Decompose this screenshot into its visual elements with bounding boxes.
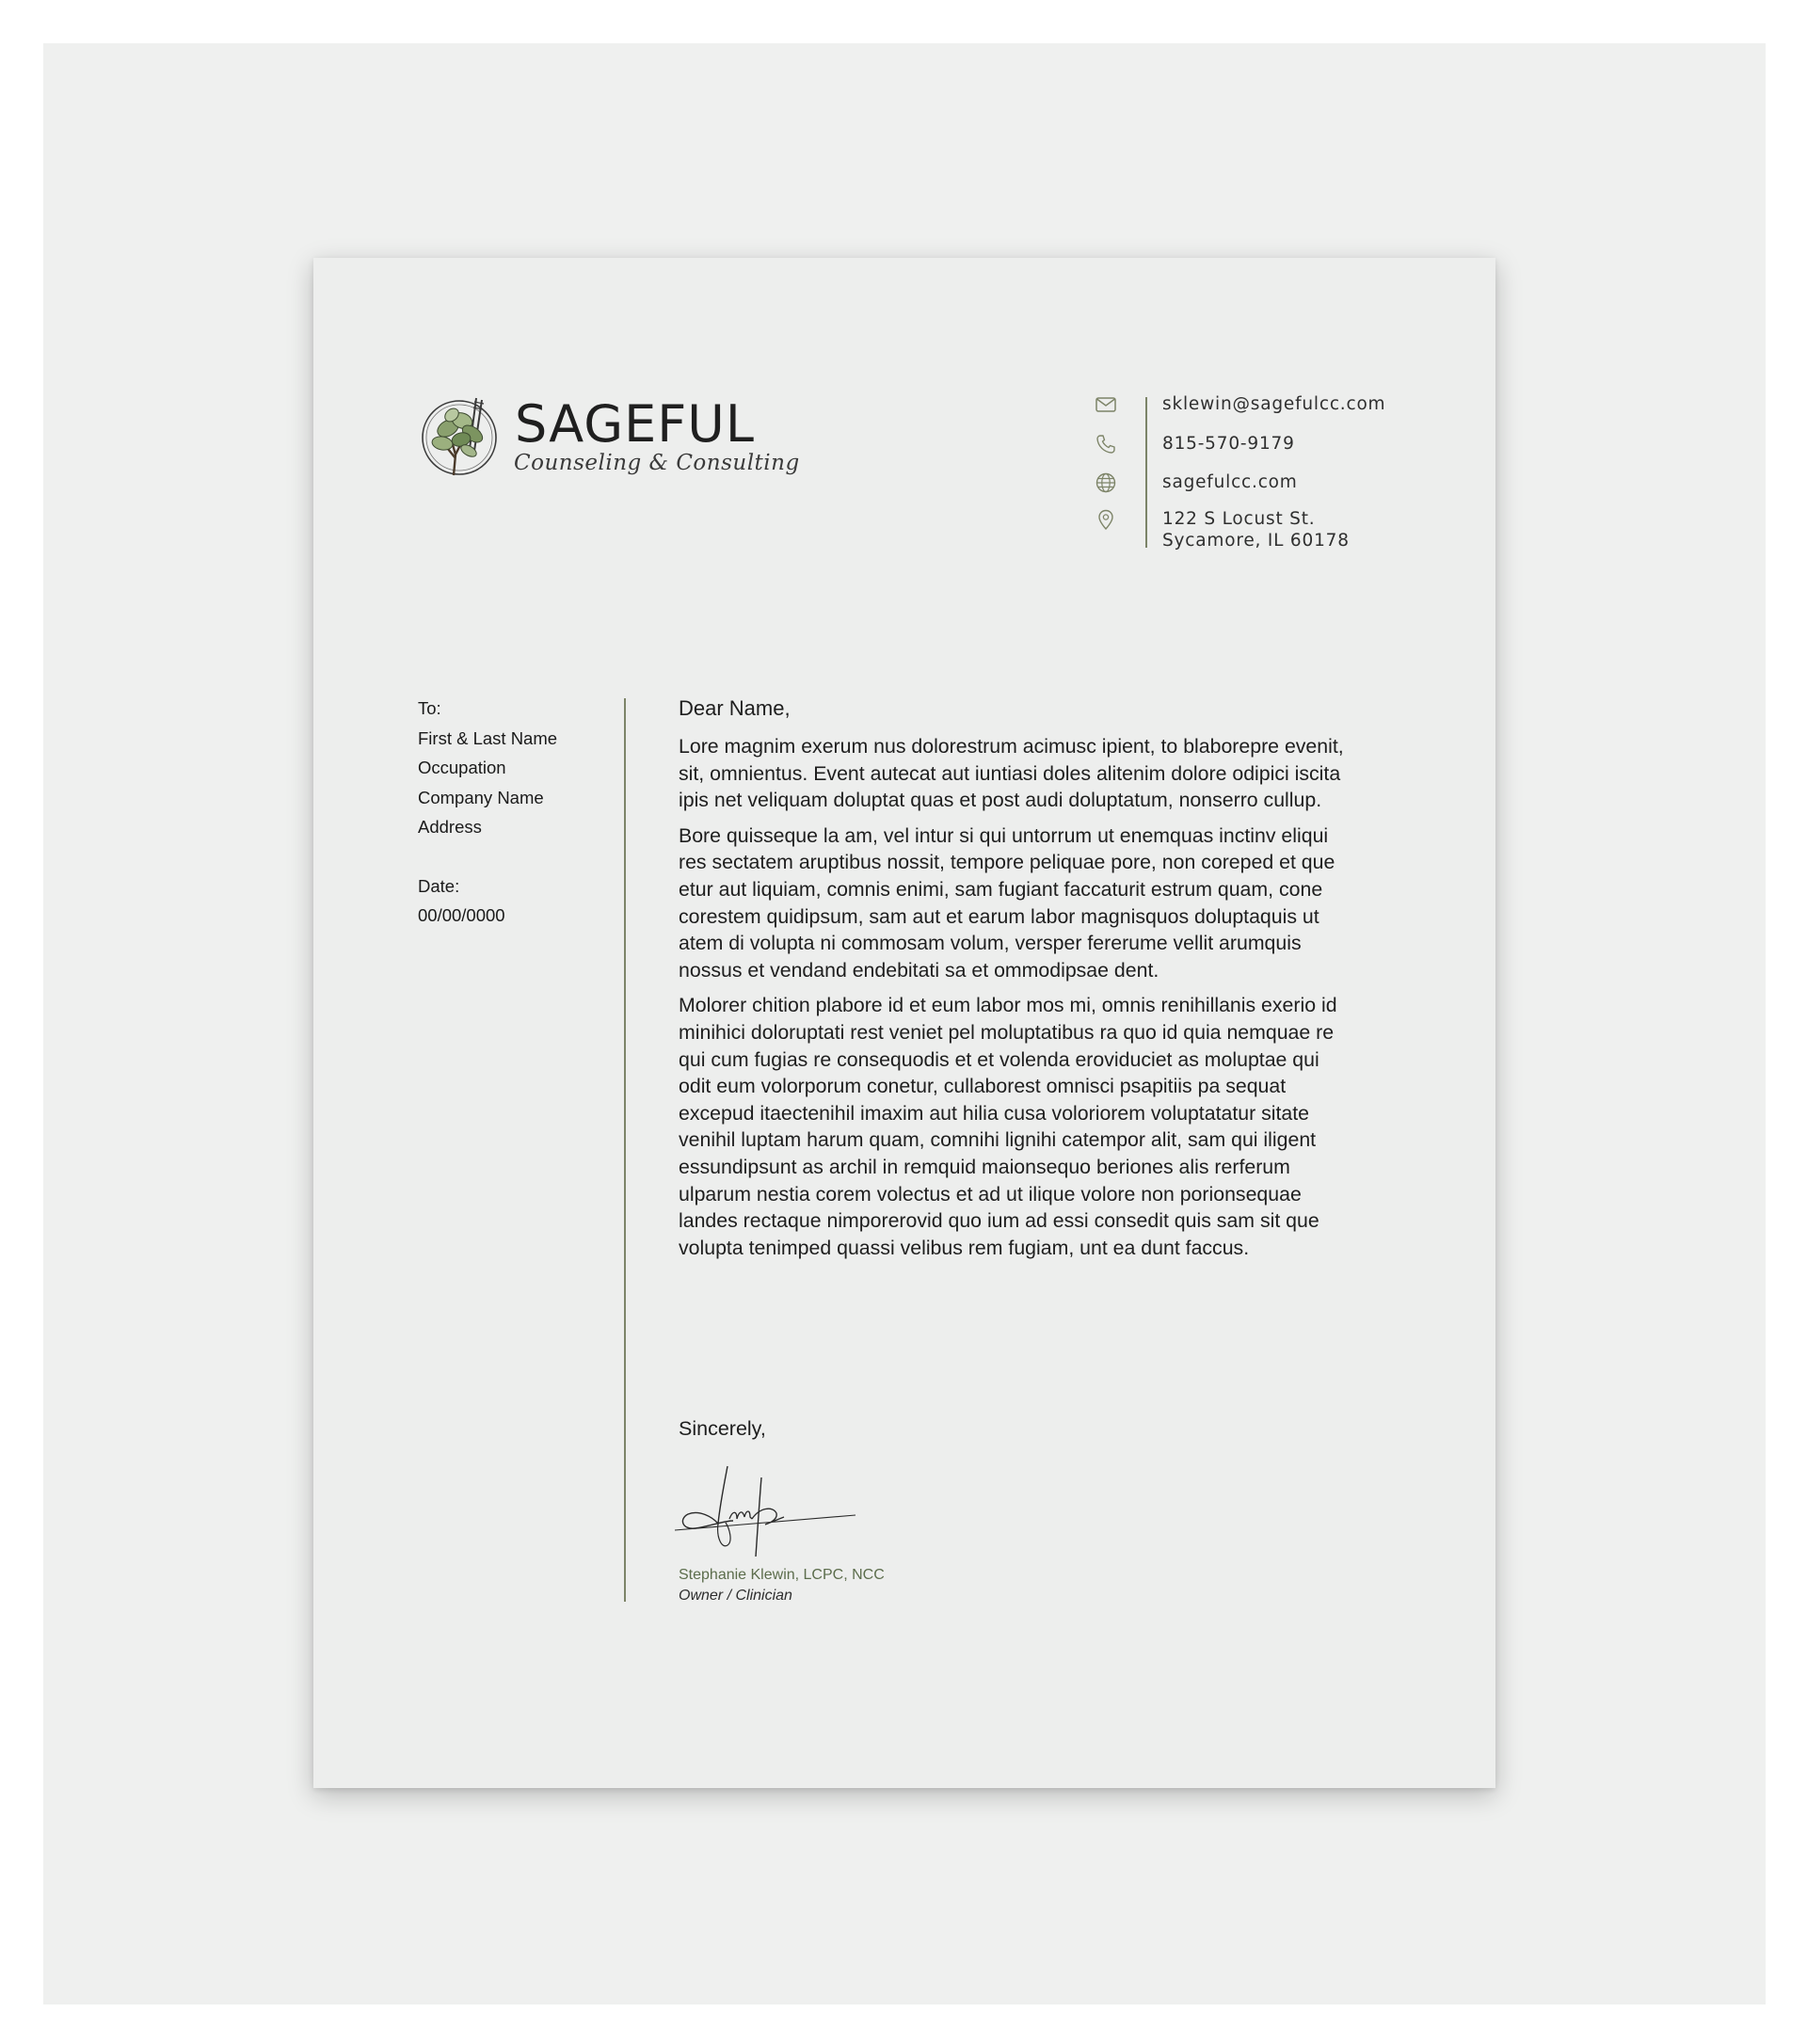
brand-tagline: Counseling & Consulting [514,451,800,475]
to-label: To: [418,698,441,718]
brand-name: SAGEFUL [515,394,755,454]
body-paragraph-1: Lore magnim exerum nus dolorestrum acimusc ipient, to blaborepre evenit, sit, omnientus. Event autecat aut iuntiasi doles alitenim dolore odipici iscita ipis net veliquam doluptat quas et post audi doluptatum, nonserro cullup. [679,735,1344,812]
recipient-company: Company Name [418,787,544,807]
brand-logo [420,392,800,487]
contact-block [1095,393,1405,553]
recipient-address: Address [418,817,482,837]
signer-name: Stephanie Klewin, LCPC, NCC [679,1567,885,1583]
letterhead-sheet [313,258,1495,1788]
recipient-occupation: Occupation [418,758,506,777]
signer-title: Owner / Clinician [679,1588,792,1604]
website-link[interactable]: sagefulcc.com [1162,472,1298,492]
address-line-2: Sycamore, IL 60178 [1162,531,1350,551]
body-paragraph-2: Bore quisseque la am, vel intur si qui untorrum ut enemquas inctinv eliqui res sectatem aruptibus nossit, tempore peliquae pore, non coreped et que etur aut liquiam, comnis enimi, sam fugiant faccaturit estrum quam, cone corestem quidipsum, sam aut et earum labor magnisquos doluptaquis ut atem di volupta ni commosam volum, versper fererume vellit arumquis nossus et vendand endebitati sa et ommodipsae dent. [679,823,1335,982]
closing: Sincerely, [679,1417,766,1440]
phone-link[interactable]: 815-570-9179 [1162,434,1295,454]
salutation: Dear Name, [679,696,791,720]
map-pin-icon [1095,508,1117,531]
date-label: Date: [418,875,460,896]
tree-emblem-icon [420,392,510,483]
letter-date: 00/00/0000 [418,905,505,925]
address-text [1162,508,1350,551]
address-line-1: 122 S Locust St. [1162,509,1316,529]
phone-icon [1095,433,1117,455]
body-paragraph-3: Molorer chition plabore id et eum labor mos mi, omnis renihillanis exerio id minihici doloruptati rest veniet pel moluptatibus ra quo id quia nemquae re qui cum fugias re consequodis et et volenda eroviduciet as moluptae qui odit eum volorporum conetur, cullaborest omnisci psapitiis pa sequat excepud itaectenihil imaxim aut hilia cusa voloriorem voluptatatur sitate venihil luptam harum quam, comnihi lignihi catempor alit, sam qui iligent essundipsunt as archil in remquid maionsequo beriones alis rerferum ulparum nestia corem volectus et ad ut ilique volore non porionsequae landes rectaque nimporerovid quo ium ad essi consedit quis sam sit que volupta tenimped quassi velibus rem fugiam, unt ea dunt faccus. [679,994,1337,1259]
handwritten-signature [671,1462,859,1566]
recipient-block [418,694,606,931]
recipient-name: First & Last Name [418,727,558,748]
contact-divider [1145,397,1147,548]
envelope-icon [1095,393,1117,416]
email-link[interactable]: sklewin@sagefulcc.com [1162,394,1386,414]
letter-body [679,694,1356,1270]
globe-icon [1095,471,1117,494]
column-divider [624,698,626,1602]
